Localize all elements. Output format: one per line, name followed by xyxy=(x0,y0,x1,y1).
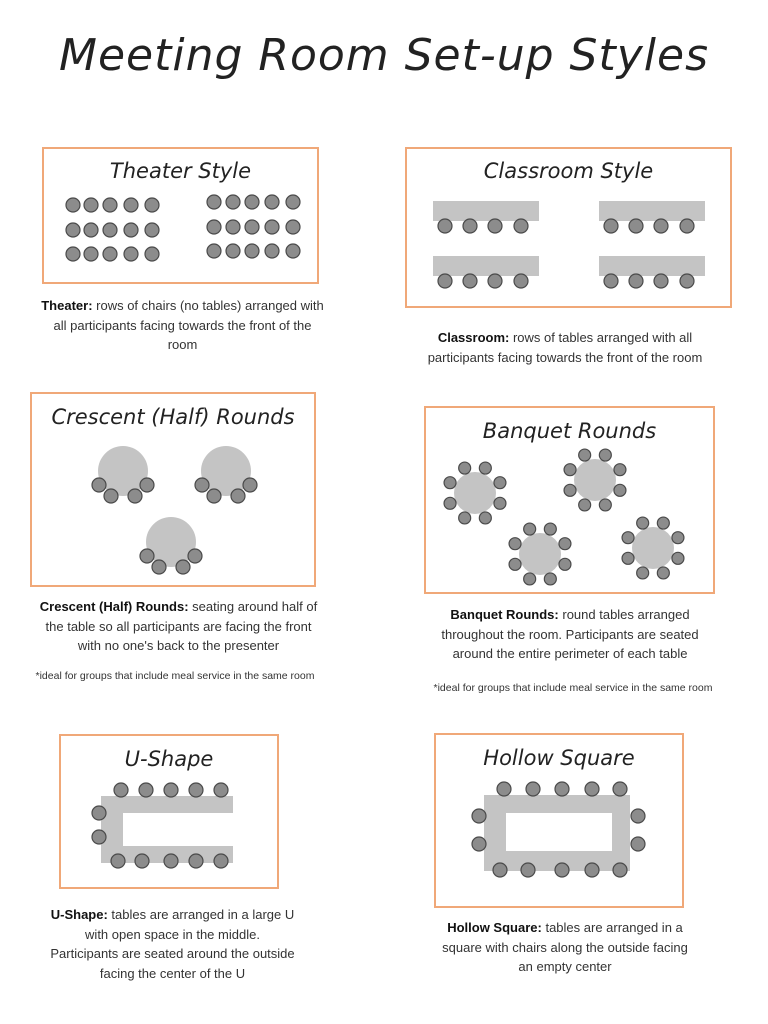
classroom-diagram-box xyxy=(405,147,732,308)
classroom-label: Classroom: xyxy=(437,330,510,345)
round-table xyxy=(454,472,496,514)
theater-title: Theater Style xyxy=(109,159,252,183)
chair xyxy=(265,195,279,209)
chair xyxy=(614,484,626,496)
crescent-label: Crescent (Half) Rounds: xyxy=(39,599,189,614)
chair xyxy=(488,274,502,288)
chair xyxy=(188,549,202,563)
chair xyxy=(195,478,209,492)
chair xyxy=(207,489,221,503)
chair xyxy=(559,558,571,570)
crescent-title: Crescent (Half) Rounds xyxy=(51,405,295,429)
ushape-diagram xyxy=(61,736,281,891)
chair xyxy=(637,517,649,529)
theater-description xyxy=(40,296,325,355)
chair xyxy=(243,478,257,492)
chair xyxy=(444,477,456,489)
ushape-label: U-Shape: xyxy=(50,907,108,922)
chair xyxy=(585,782,599,796)
chair xyxy=(66,247,80,261)
chair xyxy=(438,219,452,233)
chair xyxy=(585,863,599,877)
chair xyxy=(145,198,159,212)
chair xyxy=(164,783,178,797)
chair xyxy=(245,195,259,209)
chair xyxy=(66,223,80,237)
chair xyxy=(135,854,149,868)
chair xyxy=(631,837,645,851)
chair xyxy=(245,220,259,234)
ushape-title: U-Shape xyxy=(124,747,214,771)
round-table xyxy=(519,533,561,575)
chair xyxy=(544,573,556,585)
chair xyxy=(231,489,245,503)
crescent-note: *ideal for groups that include meal service in the same room xyxy=(35,670,315,682)
chair xyxy=(444,497,456,509)
chair xyxy=(145,223,159,237)
chair xyxy=(657,567,669,579)
chair xyxy=(124,247,138,261)
hollow-text: tables are arranged in a square with chairs along the outside facing an empty center xyxy=(442,920,688,974)
chair xyxy=(564,484,576,496)
chair xyxy=(629,274,643,288)
chair xyxy=(103,247,117,261)
chair xyxy=(526,782,540,796)
chair xyxy=(680,274,694,288)
crescent-description xyxy=(36,597,321,656)
chair xyxy=(493,863,507,877)
chair xyxy=(145,247,159,261)
chair xyxy=(92,478,106,492)
chair xyxy=(521,863,535,877)
hollow-diagram-box xyxy=(434,733,684,908)
chair xyxy=(514,219,528,233)
crescent-text: seating around half of the table so all participants are facing the front with no one's back to the presenter xyxy=(45,599,318,653)
classroom-text: rows of tables arranged with all participants facing towards the front of the room xyxy=(427,330,703,365)
crescent-diagram xyxy=(32,394,318,589)
chair xyxy=(226,195,240,209)
chair xyxy=(497,782,511,796)
chair xyxy=(128,489,142,503)
chair xyxy=(672,552,684,564)
ushape-text: tables are arranged in a large U with open space in the middle. Participants are seated around the outside facing the center of the U xyxy=(50,907,295,981)
chair xyxy=(189,783,203,797)
hollow-title: Hollow Square xyxy=(483,746,635,770)
chair xyxy=(672,532,684,544)
chair xyxy=(164,854,178,868)
chair xyxy=(265,220,279,234)
chair xyxy=(604,274,618,288)
chair xyxy=(509,558,521,570)
chair xyxy=(124,198,138,212)
classroom-table xyxy=(433,201,539,221)
classroom-table xyxy=(599,201,705,221)
banquet-note: *ideal for groups that include meal service in the same room xyxy=(433,682,713,694)
chair xyxy=(111,854,125,868)
chair xyxy=(509,538,521,550)
hollow-diagram xyxy=(436,735,686,910)
hollow-description xyxy=(440,918,690,977)
chair xyxy=(494,477,506,489)
chair xyxy=(524,523,536,535)
chair xyxy=(472,809,486,823)
ushape-description xyxy=(50,905,295,983)
banquet-diagram xyxy=(426,408,717,596)
chair xyxy=(463,274,477,288)
chair xyxy=(207,220,221,234)
chair xyxy=(524,573,536,585)
chair xyxy=(214,783,228,797)
chair xyxy=(637,567,649,579)
chair xyxy=(207,244,221,258)
theater-diagram-box xyxy=(42,147,319,284)
chair xyxy=(479,462,491,474)
banquet-description xyxy=(430,605,710,664)
chair xyxy=(622,532,634,544)
chair xyxy=(564,464,576,476)
chair xyxy=(286,220,300,234)
chair xyxy=(207,195,221,209)
chair xyxy=(139,783,153,797)
theater-label: Theater: xyxy=(41,298,93,313)
chair xyxy=(479,512,491,524)
chair xyxy=(631,809,645,823)
classroom-diagram xyxy=(407,149,734,310)
chair xyxy=(189,854,203,868)
banquet-text: round tables arranged throughout the room. Participants are seated around the entire perimeter of each table xyxy=(441,607,699,661)
chair xyxy=(66,198,80,212)
chair xyxy=(657,517,669,529)
chair xyxy=(555,863,569,877)
chair xyxy=(463,219,477,233)
chair xyxy=(459,462,471,474)
chair xyxy=(84,247,98,261)
chair xyxy=(680,219,694,233)
chair xyxy=(555,782,569,796)
chair xyxy=(114,783,128,797)
chair xyxy=(103,223,117,237)
chair xyxy=(140,549,154,563)
round-table xyxy=(574,459,616,501)
round-table xyxy=(632,527,674,569)
classroom-table xyxy=(599,256,705,276)
chair xyxy=(559,538,571,550)
chair xyxy=(214,854,228,868)
banquet-label: Banquet Rounds: xyxy=(450,607,559,622)
chair xyxy=(599,499,611,511)
hollow-label: Hollow Square: xyxy=(447,920,542,935)
chair xyxy=(579,499,591,511)
chair xyxy=(124,223,138,237)
chair xyxy=(614,464,626,476)
chair xyxy=(84,198,98,212)
chair xyxy=(654,219,668,233)
chair xyxy=(459,512,471,524)
banquet-diagram-box xyxy=(424,406,715,594)
chair xyxy=(579,449,591,461)
chair xyxy=(286,195,300,209)
chair xyxy=(103,198,117,212)
chair xyxy=(176,560,190,574)
chair xyxy=(514,274,528,288)
classroom-title: Classroom Style xyxy=(483,159,654,183)
hollow-center xyxy=(506,813,612,851)
chair xyxy=(488,219,502,233)
chair xyxy=(84,223,98,237)
chair xyxy=(152,560,166,574)
chair xyxy=(629,219,643,233)
chair xyxy=(265,244,279,258)
chair xyxy=(599,449,611,461)
chair xyxy=(92,806,106,820)
ushape-diagram-box xyxy=(59,734,279,889)
chair xyxy=(226,220,240,234)
chair xyxy=(604,219,618,233)
chair xyxy=(654,274,668,288)
chair xyxy=(472,837,486,851)
theater-diagram xyxy=(44,149,321,286)
chair xyxy=(245,244,259,258)
chair xyxy=(140,478,154,492)
chair xyxy=(613,863,627,877)
theater-text: rows of chairs (no tables) arranged with all participants facing towards the front of the room xyxy=(53,298,324,352)
chair xyxy=(226,244,240,258)
classroom-table xyxy=(433,256,539,276)
classroom-description xyxy=(410,328,720,367)
chair xyxy=(92,830,106,844)
chair xyxy=(438,274,452,288)
chair xyxy=(613,782,627,796)
chair xyxy=(544,523,556,535)
page-title: Meeting Room Set-up Styles xyxy=(58,30,709,81)
chair xyxy=(286,244,300,258)
crescent-diagram-box xyxy=(30,392,316,587)
chair xyxy=(622,552,634,564)
chair xyxy=(104,489,118,503)
banquet-title: Banquet Rounds xyxy=(482,419,657,443)
chair xyxy=(494,497,506,509)
